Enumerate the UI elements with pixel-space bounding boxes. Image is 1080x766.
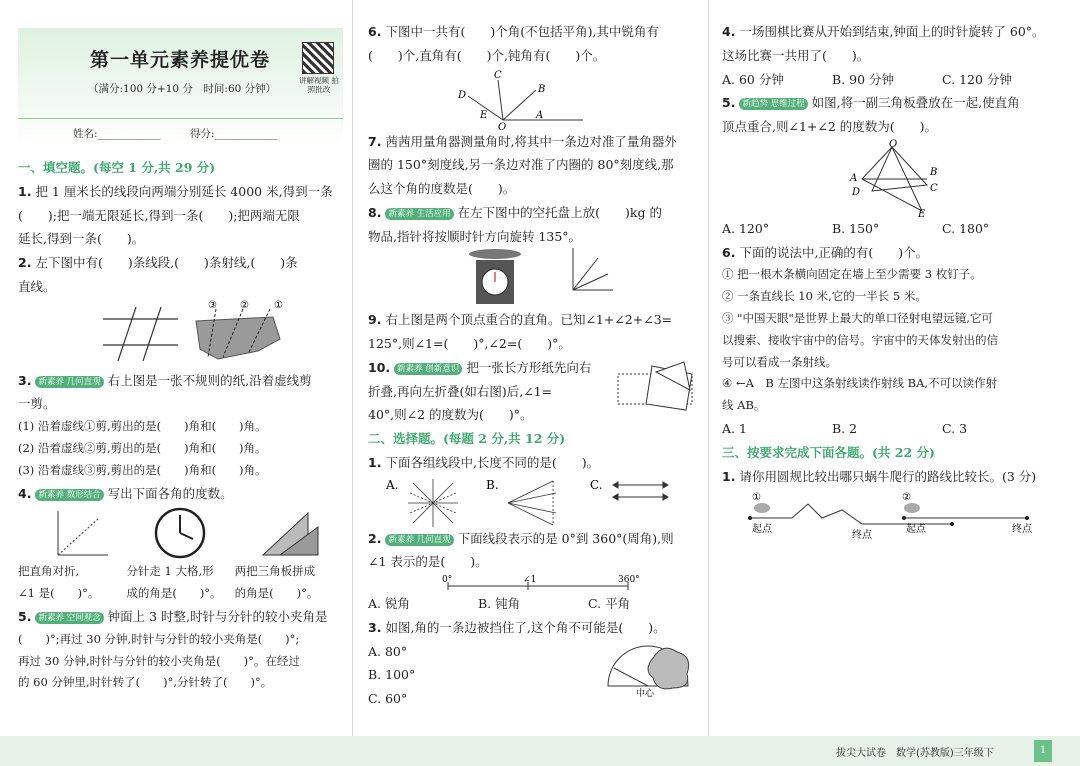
question-text: 如图,角的一条边被挡住了,这个角不可能是( )。 [385,619,666,635]
question-number: 6. [368,24,382,39]
statement: 号可以看成一条射线。 [722,354,837,369]
sub-question: (2) 沿着虚线②剪,剪出的是( )角和( )角。 [18,440,267,455]
sub-question: (3) 沿着虚线③剪,剪出的是( )角和( )角。 [18,462,267,477]
question-number: 10. [368,359,391,375]
option-c[interactable]: C. 180° [942,220,990,236]
question-text: 左下图中有( )条线段,( )条射线,( )条 [35,255,298,270]
question-text: 物品,指针将按顺时针方向旋转 135°。 [368,228,582,244]
mc-question-6 [722,241,1052,441]
snail-label: ① [752,492,761,504]
fan-figure [508,481,556,525]
point-label: D [852,186,861,198]
section-heading: 二、选择题。(每题 2 分,共 12 分) [368,431,566,446]
question-number: 1. [18,183,32,199]
option-a[interactable]: A. 120° [722,220,770,236]
snail-path-2 [902,492,1033,535]
qr-caption: 讲解视频 拍照批改 [299,76,339,94]
question-text: 把一张长方形纸先向右 [466,359,592,375]
score-field[interactable]: 得分:____________ [190,128,278,140]
section-heading: 三、按要求完成下面各题。(共 22 分) [722,444,935,460]
skill-tag: 新素养 数形结合 [35,489,103,501]
point-label: B [538,83,546,95]
point-label: O [498,121,507,130]
question-10 [368,356,698,427]
option-c[interactable]: C. 120 分钟 [942,71,1012,87]
point-label: O [889,138,898,150]
point-label: D [458,89,467,101]
question-text: 顶点重合,则∠1+∠2 的度数为( )。 [722,119,938,134]
kitchen-scale-icon [469,249,521,304]
point-label: E [480,109,488,121]
cut-label-1: ① [274,299,283,311]
question-4 [18,482,343,605]
caption: 的角是( )°。 [234,586,319,601]
question-number: 2. [368,530,382,546]
question-text: 把 1 厘米长的线段向两端分别延长 4000 米,得到一条 [35,183,333,199]
mc-question-3 [368,616,698,711]
question-text: 延长,得到一条( )。 [18,231,145,247]
question-text: 下图中一共有( )个角(不包括平角),其中锐角有 [385,24,659,39]
question-7 [368,130,698,201]
end-label: 终点 [852,530,872,542]
name-score-bar [18,118,343,147]
caption: 成的角是( )°。 [126,586,222,601]
skill-tag: 新趋势 思维过程 [739,98,807,110]
overlapping-right-angles-figure [573,248,613,290]
option-c[interactable]: C. [590,477,603,492]
question-text: ∠1 表示的是( )。 [368,554,488,570]
question-text: 右上图是两个顶点重合的直角。已知∠1+∠2+∠3= [385,312,673,328]
option-c[interactable]: C. 3 [942,421,968,437]
page-title: 第一单元素养提优卷 [90,49,271,71]
caption: ∠1 是( )°。 [18,586,100,601]
question-text: 的 60 分钟里,时针转了( )°,分针转了( )°。 [18,675,273,690]
axis-label: 0° [442,575,453,585]
point-label: E [918,208,926,217]
question-text: 如图,将一副三角板叠放在一起,使直角 [811,95,1020,111]
option-b[interactable]: B. 100° [368,667,416,683]
segment-options-figure [368,475,698,527]
question-text: 下面各组线段中,长度不同的是( )。 [385,454,600,470]
question-number: 5. [722,95,736,111]
skill-tag: 新素养 空间观念 [35,612,103,624]
starburst-figure [408,479,458,527]
question-1 [18,180,343,251]
question-number: 5. [18,608,32,624]
question-text: 一剪。 [18,396,56,412]
axis-label: 360° [618,575,640,585]
exam-header [18,28,343,146]
question-9 [368,308,698,356]
question-number: 1. [368,454,382,470]
option-a[interactable]: A. 60 分钟 [722,71,784,87]
statement: ③ "中国天眼"是世界上最大的单口径射电望远镜,它可 [722,310,993,325]
right-angle-folded-figure [58,511,108,555]
cut-label-2: ② [240,299,249,311]
caption: 分针走 1 大格,形 [126,564,214,579]
column-divider [352,0,353,736]
cut-label-3: ③ [208,299,217,311]
scale-and-angles-figure [368,248,698,308]
option-c[interactable]: C. 平角 [588,596,631,611]
question-text: 圈的 150°刻度线,另一条边对准了内圈的 80°刻度线,那 [368,157,674,173]
question-number: 4. [722,24,736,39]
arrow-segments-figure [613,482,668,500]
question-text: 40°,则∠2 的度数为( )°。 [368,407,533,423]
name-field[interactable]: 姓名:____________ [73,128,161,140]
question-number: 9. [368,312,382,328]
question-text: ( )个,直角有( )个,钝角有( )个。 [368,47,606,63]
mc-question-2 [368,527,698,616]
statement: 以搜索、接收宇宙中的信号。宇宙中的天体发射出的信 [722,332,998,347]
question-text: 茜茜用量角器测量角时,将其中一条边对准了量角器外 [385,133,677,149]
question-number: 8. [368,204,382,220]
snail-label: ② [902,492,911,504]
skill-tag: 新素养 创新意识 [394,363,462,375]
question-text: 再过 30 分钟,时针与分针的较小夹角是( )°。在经过 [18,653,300,668]
option-b[interactable]: B. 钝角 [478,596,521,611]
question-number: 3. [18,372,32,388]
question-text: 在左下图中的空托盘上放( )kg 的 [457,204,662,220]
start-label: 起点 [906,524,926,536]
question-3 [18,369,343,482]
question-text: ( )°;再过 30 分钟,时针与分针的较小夹角是( )°; [18,631,300,646]
irregular-paper-figure [196,309,280,359]
question-text: 请你用圆规比较出哪只蜗牛爬行的路线比较长。(3 分) [739,468,1037,484]
point-label: C [930,182,938,194]
folded-paper-figure [616,360,696,414]
problem-1 [722,465,1052,547]
statement: ② 一条直线长 10 米,它的一半长 5 米。 [722,289,927,304]
set-squares-overlap-figure [722,139,1052,217]
start-label: 起点 [752,524,772,536]
option-b[interactable]: B. 90 分钟 [832,71,895,87]
skill-tag: 新素养 几何直观 [35,376,103,388]
qr-code-icon[interactable] [302,42,334,74]
angle-figures [18,505,338,561]
statement: ① 把一根木条横向固定在墙上至少需要 3 枚钉子。 [722,267,982,282]
question-number: 6. [722,244,736,260]
question-text: 写出下面各角的度数。 [107,485,233,501]
degree-number-line [368,574,698,592]
center-label: 中心 [636,688,655,698]
option-a[interactable]: A. [386,477,399,492]
section-heading: 一、填空题。(每空 1 分,共 29 分) [18,160,216,175]
question-6 [368,20,698,130]
snail-icon [904,503,920,513]
option-b[interactable]: B. 150° [832,220,880,236]
end-label: 终点 [1012,524,1032,536]
column-2 [368,20,698,711]
rays-figure [368,68,698,130]
page-footer [0,736,1080,766]
caption: 两把三角板拼成 [234,564,316,579]
option-a[interactable]: A. 80° [368,643,408,659]
option-a[interactable]: A. 1 [722,421,747,437]
axis-label: ∠1 [523,575,537,585]
protractor-figure [598,638,698,698]
footer-text: 拔尖大试卷 数学(苏教版)三年级下 [836,748,994,759]
question-text: 右上图是一张不规则的纸,沿着虚线剪 [107,372,312,388]
snail-paths-figure [722,488,1052,546]
point-label: A [850,172,858,184]
question-number: 3. [368,619,382,635]
skill-tag: 新素养 几何直观 [385,534,453,546]
caption: 把直角对折, [18,564,80,579]
question-text: 下面线段表示的是 0°到 360°(周角),则 [457,530,674,546]
page-number: 1 [1034,740,1052,762]
question-text: 125°,则∠1=( )°,∠2=( )°。 [368,336,571,351]
question-text: 钟面上 3 时整,时针与分针的较小夹角是 [107,608,328,624]
skill-tag: 新素养 生活应用 [385,208,453,220]
question-text: ( );把一端无限延长,得到一条( );把两端无限 [18,207,300,223]
snail-icon [754,503,770,513]
clock-icon [156,509,204,557]
question-text: 这场比赛一共用了( )。 [722,47,870,63]
intersecting-lines-figure [103,307,178,361]
question-2 [18,251,343,369]
question-8 [368,201,698,309]
question-text: 折叠,再向左折叠(如右图)后,∠1= [368,383,553,399]
exam-subtitle: （满分:100 分+10 分 时间:60 分钟） [88,83,277,95]
option-a[interactable]: A. 锐角 [368,596,410,611]
option-b[interactable]: B. [486,477,499,492]
question-text: 么这个角的度数是( )。 [368,181,516,196]
set-squares-figure [263,513,318,555]
column-divider [708,0,709,736]
column-3 [722,20,1052,546]
question-number: 4. [18,485,32,501]
question-text: 直线。 [18,278,56,294]
statement: ④ ←A B 左图中这条射线读作射线 BA,不可以读作射 [722,376,998,391]
mc-question-4 [722,20,1052,91]
question-number: 2. [18,255,32,270]
mc-question-1 [368,451,698,527]
option-b[interactable]: B. 2 [832,421,858,437]
point-label: B [930,166,938,178]
mc-question-5 [722,91,1052,240]
question-number: 7. [368,133,382,149]
column-1 [18,0,343,694]
point-label: C [494,69,502,81]
sub-question: (1) 沿着虚线①剪,剪出的是( )角和( )角。 [18,419,267,433]
question-text: 一场围棋比赛从开始到结束,钟面上的时针旋转了 60°。 [739,24,1045,39]
lines-and-paper-figure [18,299,338,369]
statement: 线 AB。 [722,398,766,413]
question-5 [18,605,343,694]
point-label: A [536,109,544,121]
question-number: 1. [722,468,736,484]
option-c[interactable]: C. 60° [368,691,408,706]
question-text: 下面的说法中,正确的有( )个。 [739,244,929,260]
